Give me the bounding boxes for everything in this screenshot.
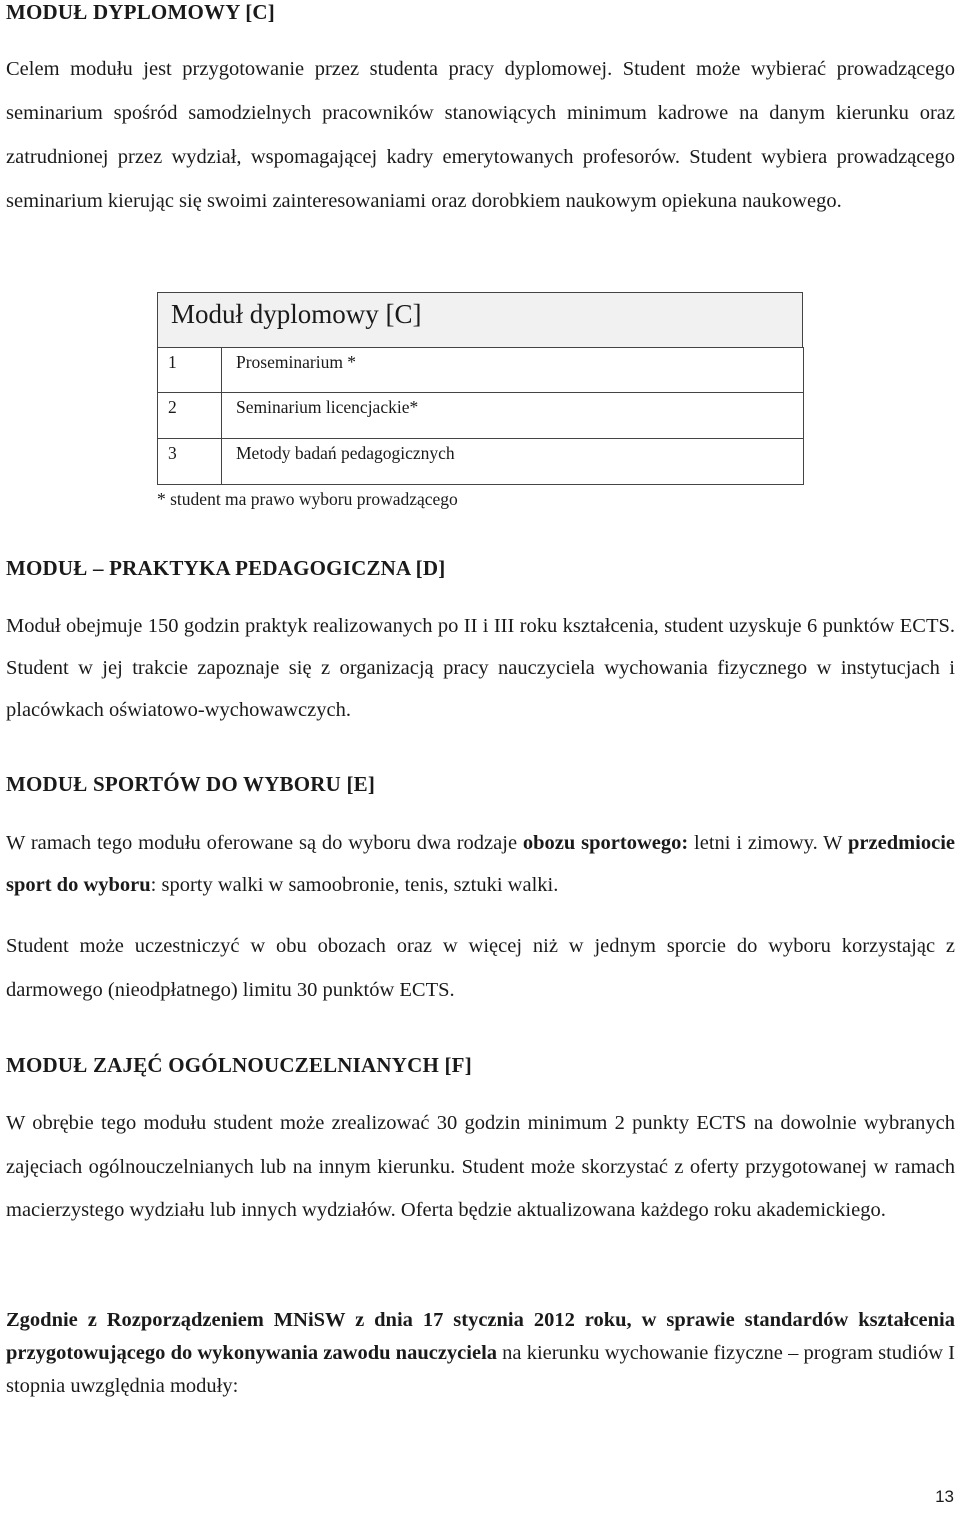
heading-module-d: MODUŁ – PRAKTYKA PEDAGOGICZNA [D] bbox=[6, 556, 446, 580]
paragraph-module-d: Moduł obejmuje 150 godzin praktyk realizowanych po II i III roku kształcenia, student uzyskuje 6 punktów ECTS. Student w jej trakcie zapoznaje się z organizacją pracy nauczyciela wychowania fizycznego w instytucjach i placówkach oświatowo-wychowawczych. bbox=[6, 615, 955, 721]
text-fragment: na kierunku wychowanie fizyczne – program studiów I stopnia uwzględnia moduły: bbox=[6, 1342, 956, 1397]
module-c-table bbox=[157, 292, 804, 513]
table-footnote: * student ma prawo wyboru prowadzącego bbox=[157, 489, 458, 509]
table-cell-number: 2 bbox=[158, 393, 222, 438]
text-fragment-bold: Zgodnie z Rozporządzeniem MNiSW z dnia 17 stycznia 2012 roku, w sprawie standardów kształcenia przygotowującego do wykonywania zawodu nauczyciela bbox=[6, 1309, 955, 1364]
text-fragment: letni i zimowy. W bbox=[688, 832, 848, 854]
table-cell-name: Metody badań pedagogicznych bbox=[236, 443, 455, 463]
text-fragment: : sporty walki w samoobronie, tenis, sztuki walki. bbox=[150, 874, 559, 896]
paragraph-module-c-intro: Celem modułu jest przygotowanie przez studenta pracy dyplomowej. Student może wybierać prowadzącego seminarium spośród samodzielnych pracowników stanowiących minimum kadrowe na danym kierunku oraz zatrudnionej przez wydział, wspomagającej kadry emerytowanych profesorów. Student wybiera prowadzącego seminarium kierując się swoimi zainteresowaniami oraz dorobkiem naukowym opiekuna naukowego. bbox=[6, 58, 955, 212]
table-cell-number: 3 bbox=[158, 439, 222, 484]
text-fragment-bold: przedmiocie sport do wyboru bbox=[6, 832, 956, 896]
heading-module-c: MODUŁ DYPLOMOWY [C] bbox=[6, 0, 275, 24]
page-number: 13 bbox=[935, 1487, 954, 1506]
paragraph-module-e-camps bbox=[6, 822, 955, 906]
table-row bbox=[157, 347, 804, 393]
heading-module-f: MODUŁ ZAJĘĆ OGÓLNOUCZELNIANYCH [F] bbox=[6, 1053, 472, 1077]
heading-module-e: MODUŁ SPORTÓW DO WYBORU [E] bbox=[6, 772, 376, 796]
table-cell-name: Seminarium licencjackie* bbox=[236, 397, 419, 417]
paragraph-closing bbox=[6, 1304, 955, 1403]
paragraph-module-e-limit: Student może uczestniczyć w obu obozach oraz w więcej niż w jednym sporcie do wyboru korzystając z darmowego (nieodpłatnego) limitu 30 punktów ECTS. bbox=[6, 935, 955, 1001]
text-fragment: W ramach tego modułu oferowane są do wyboru dwa rodzaje bbox=[6, 832, 523, 854]
table-cell-name: Proseminarium * bbox=[236, 352, 357, 372]
paragraph-module-f: W obrębie tego modułu student może zrealizować 30 godzin minimum 2 punkty ECTS na dowolnie wybranych zajęciach ogólnouczelnianych lub na innym kierunku. Student może skorzystać z oferty przygotowanej w ramach macierzystego wydziału lub innych wydziałów. Oferta będzie aktualizowana każdego roku akademickiego. bbox=[6, 1112, 955, 1221]
table-cell-number: 1 bbox=[158, 348, 222, 392]
table-row bbox=[157, 393, 804, 439]
table-row bbox=[157, 439, 804, 485]
text-fragment-bold: obozu sportowego: bbox=[522, 832, 689, 854]
table-title: Moduł dyplomowy [C] bbox=[157, 292, 803, 348]
